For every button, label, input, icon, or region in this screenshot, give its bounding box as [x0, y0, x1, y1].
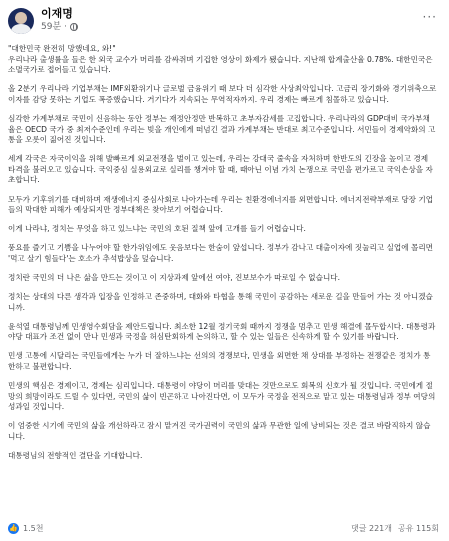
- post-paragraph: 민생의 핵심은 경제이고, 경제는 심리입니다. 대통령이 야당이 머리를 맞대는 것만으로도 회복의 신호가 될 것입니다. 국민에게 절망의 희망이라도 드릴 수 있다면, 국민의 삶이 빈곤하고 나아진다면, 이 모두가 국정을 전적으로 맡고 있는 대통령님과 정부 여당의 성과일 것입니다.: [8, 381, 436, 412]
- post-paragraph: 올 2분기 우리나라 기업부채는 IMF외환위기나 글로벌 금융위기 때 보다 더 심각한 사상최악입니다. 고금리 장기화와 경기위축으로 이자를 감당 못하는 기업도 폭증했습니다. 거기다가 지속되는 무역적자까지. 우리 경제는 빠르게 침몰하고 있습니다.: [8, 84, 437, 104]
- post-paragraph: 세계 각국은 자국이익을 위해 발빠르게 외교전쟁을 벌이고 있는데, 우리는 강대국 줄속을 자처하며 한반도의 긴장을 높이고 경제 타격을 불러오고 있습니다. 국익중심 실용외교로 실리를 챙겨야 할 때, 때아닌 이념 가치 논쟁으로 국민을 편가르고 국익손상을 자초합니다.: [8, 154, 433, 185]
- post-footer: [8, 521, 439, 535]
- post-paragraph: 정치는 상대의 다른 생각과 입장을 인정하고 존중하며, 대화와 타협을 통해 국민이 공감하는 새로운 길을 만들어 가는 것 아니겠습니까.: [8, 292, 433, 312]
- post-paragraph: "대한민국 완전히 망했네요, 와!" 우리나라 출생률을 들은 한 외국 교수가 머리를 감싸쥐며 기겁한 영상이 화제가 됐습니다. 지난해 합계출산율 0.78%. 대한민국은 소멸국가로 접어들고 있습니다.: [8, 44, 433, 75]
- post-paragraph: 모두가 기후위기를 대비하며 재생에너지 중심사회로 나아가는데 우리는 친환경에너지를 외면합니다. 에너지전략부재로 당장 기업들의 막대한 피해가 예상되지만 정부대책은 찾아보기 어렵습니다.: [8, 194, 434, 215]
- author-name[interactable]: 이재명: [41, 7, 73, 20]
- post-paragraph: 심각한 가계부채로 국민이 신음하는 동안 정부는 재정안정만 반복하고 초부자감세를 고집합니다. 우리나라의 GDP대비 국가부채율은 OECD 국가 중 최저수준인데 우리는 빚을 개인에게 떠넘긴 결과 가계부채는 반대로 최고수준입니다. 서민들이 경제악화의 고통을 오롯이 짊어진 것입니다.: [8, 113, 436, 145]
- post-paragraph: 이 엄중한 시기에 국민의 삶을 개선하라고 잠시 맡겨진 국가권력이 국민의 삶과 무관한 일에 낭비되는 것은 결코 바람직하지 않습니다.: [8, 421, 431, 442]
- post-paragraph: 정치란 국민의 더 나은 삶을 만드는 것이고 이 지상과제 앞에선 여야, 진보보수가 따로일 수 없습니다.: [8, 273, 341, 282]
- post-paragraph: 윤석열 대통령님께 민생영수회담을 제안드립니다. 최소한 12월 정기국회 때까지 정쟁을 멈추고 민생 해결에 몰두합시다. 대통령과 야당 대표가 조건 없이 만나 민생과 국정을 허심탄회하게 논의하고, 할 수 있는 일들은 신속하게 할 수 있기를 바랍니다.: [8, 321, 436, 342]
- post-time[interactable]: 59분: [41, 22, 62, 32]
- post-body: [8, 44, 441, 462]
- like-reaction-icon: 👍: [9, 523, 18, 532]
- post-meta: 59분 ·: [41, 21, 78, 33]
- comment-count[interactable]: 댓글 221개: [351, 523, 392, 533]
- post-paragraph: 이게 나라냐, 정치는 무엇을 하고 있느냐는 국민의 호된 질책 앞에 고개를 들기 어렵습니다.: [8, 224, 306, 234]
- post-stats: [351, 523, 439, 534]
- post-paragraph: 대통령님의 전향적인 결단을 기대합니다.: [8, 451, 143, 461]
- globe-icon: [70, 23, 78, 31]
- more-options-icon[interactable]: ···: [422, 10, 437, 24]
- post-paragraph: 민생 고통에 시달리는 국민들에게는 누가 더 잘하느냐는 선의의 경쟁보다, 민생을 외면한 채 상대를 부정하는 전쟁같은 정치가 통한하고 불편합니다.: [8, 351, 431, 372]
- share-count[interactable]: 공유 115회: [398, 523, 439, 533]
- author-block: [41, 8, 78, 33]
- avatar[interactable]: [8, 8, 34, 34]
- post-paragraph: 풍요를 즐기고 기쁨을 나누어야 할 한가위임에도 웃음보다는 한숨이 앞섭니다. 정부가 감나고 대출이자에 짓눌리고 실업에 몰리면 '먹고 살기 힘들다'는 호소가 추석밥상을 덮습니다.: [8, 243, 433, 263]
- like-count[interactable]: 1.5천: [23, 523, 44, 533]
- post-header: [8, 8, 441, 38]
